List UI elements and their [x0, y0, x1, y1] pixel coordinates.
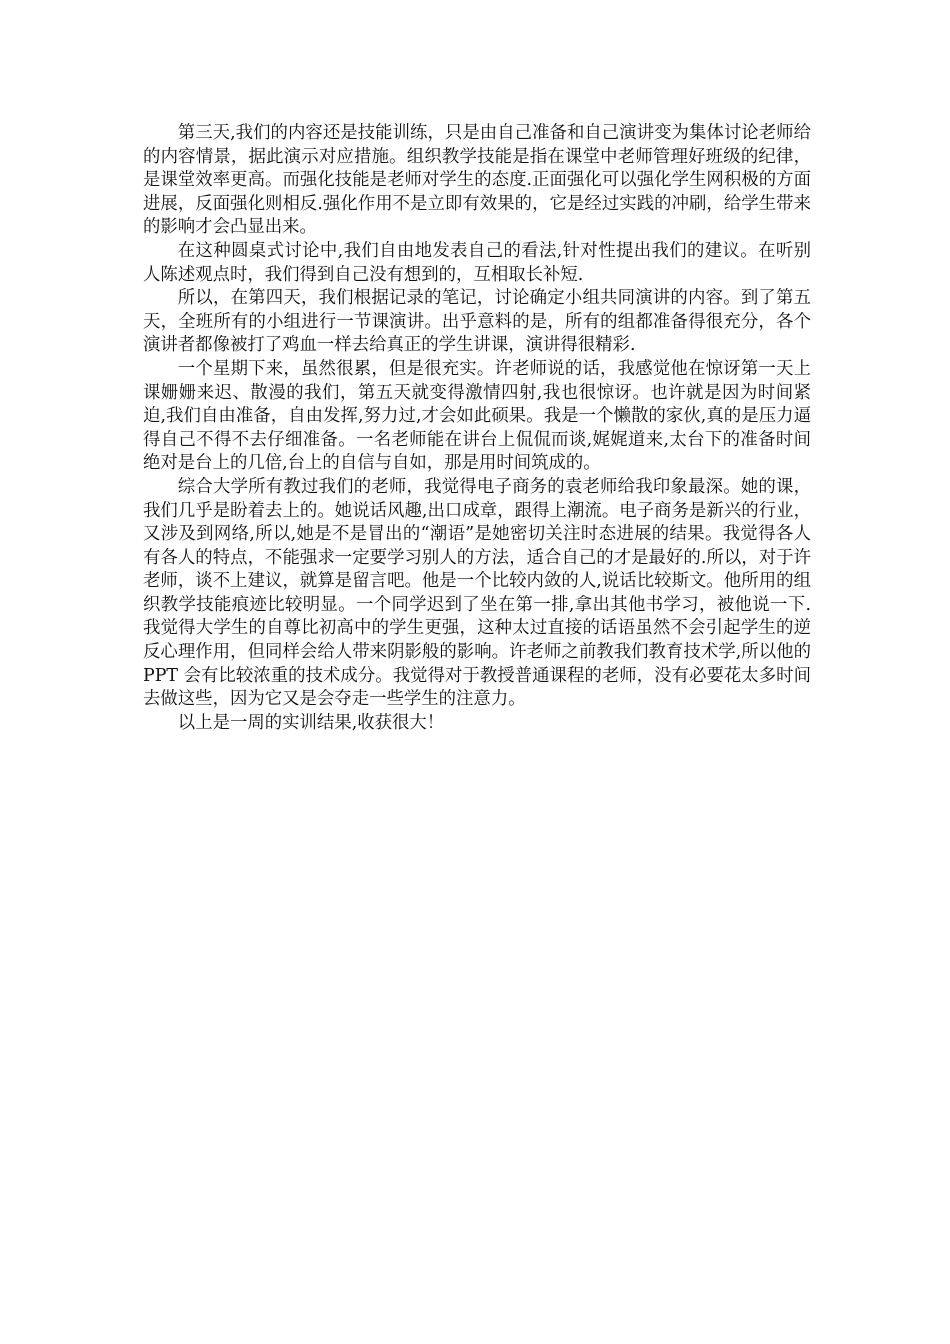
paragraph: 以上是一周的实训结果,收获很大！ — [177, 712, 445, 733]
document-body — [143, 122, 811, 735]
paragraph: 在这种圆桌式讨论中,我们自由地发表自己的看法,针对性提出我们的建议。在听别人陈述观点时，我们得到自己没有想到的，互相取长补短. — [143, 240, 811, 285]
paragraph: 一个星期下来，虽然很累，但是很充实。许老师说的话，我感觉他在惊讶第一天上课姗姗来迟、散漫的我们，第五天就变得激情四射,我也很惊讶。也许就是因为时间紧迫,我们自由准备，自由发挥,努力过,才会如此硕果。我是一个懒散的家伙,真的是压力逼得自己不得不去仔细准备。一名老师能在讲台上侃侃而谈,娓娓道来,太台下的准备时间绝对是台上的几倍,台上的自信与自如，那是用时间筑成的。 — [143, 358, 811, 474]
paragraph: 第三天,我们的内容还是技能训练，只是由自己准备和自己演讲变为集体讨论老师给的内容情景，据此演示对应措施。组织教学技能是指在课堂中老师管理好班级的纪律，是课堂效率更高。而强化技能是老师对学生的态度.正面强化可以强化学生网积极的方面进展，反面强化则相反.强化作用不是立即有效果的，它是经过实践的冲刷，给学生带来的影响才会凸显出来。 — [143, 123, 811, 238]
paragraph: 所以，在第四天，我们根据记录的笔记，讨论确定小组共同演讲的内容。到了第五天，全班所有的小组进行一节课演讲。出乎意料的是，所有的组都准备得很充分，各个演讲者都像被打了鸡血一样去给真正的学生讲课，演讲得很精彩. — [143, 288, 811, 356]
paragraph: 综合大学所有教过我们的老师，我觉得电子商务的袁老师给我印象最深。她的课，我们几乎是盼着去上的。她说话风趣,出口成章，跟得上潮流。电子商务是新兴的行业，又涉及到网络,所以,她是不是冒出的“潮语”是她密切关注时态进展的结果。我觉得各人有各人的特点，不能强求一定要学习别人的方法，适合自己的才是最好的.所以，对于许老师，谈不上建议，就算是留言吧。他是一个比较内敛的人,说话比较斯文。他所用的组织教学技能痕迹比较明显。一个同学迟到了坐在第一排,拿出其他书学习，被他说一下.我觉得大学生的自尊比初高中的学生更强，这种太过直接的话语虽然不会引起学生的逆反心理作用，但同样会给人带来阴影般的影响。许老师之前教我们教育技术学,所以他的 PPT 会有比较浓重的技术成分。我觉得对于教授普通课程的老师，没有必要花太多时间去做这些，因为它又是会夺走一些学生的注意力。 — [143, 476, 811, 710]
